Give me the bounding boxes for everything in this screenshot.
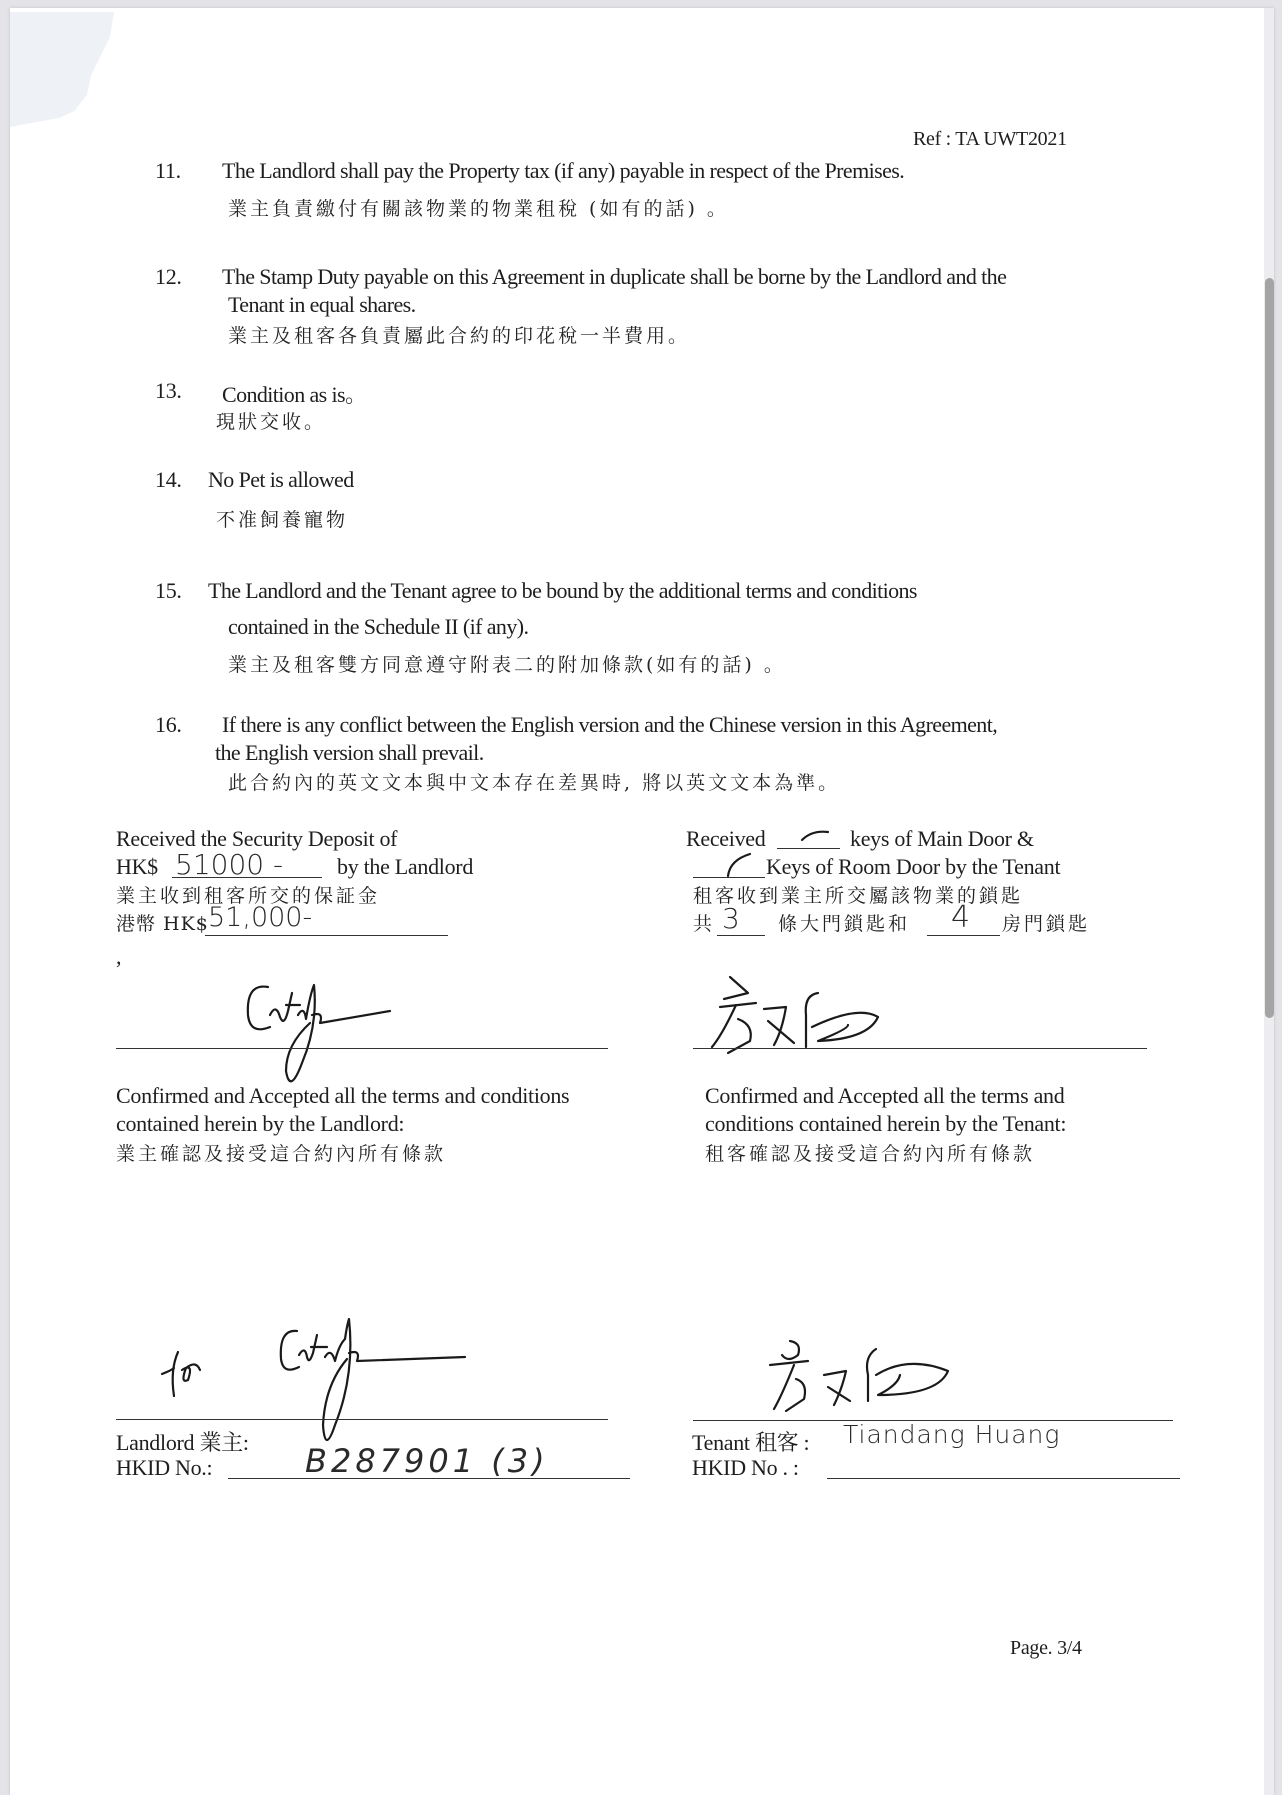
clause-text-zh: 業主負責繳付有關該物業的物業租稅 (如有的話) 。: [228, 198, 729, 220]
room-door-keys-handwritten: [722, 848, 762, 880]
clause-text: The Landlord and the Tenant agree to be bound by the additional terms and conditions: [208, 578, 917, 603]
landlord-signature-2-line: [116, 1419, 608, 1420]
deposit-zh-hk-prefix: 港幣 HK$: [116, 913, 209, 935]
landlord-confirm-zh: 業主確認及接受這合約內所有條款: [116, 1143, 447, 1165]
main-door-count-handwritten: 3: [722, 902, 740, 935]
room-door-count-underline: [927, 935, 1000, 936]
keys-zh-room-label: 房門鎖匙: [1002, 913, 1091, 935]
clause-number: 15.: [155, 578, 182, 603]
tenant-hkid-label: HKID No . :: [692, 1455, 799, 1480]
room-door-keys-suffix: Keys of Room Door by the Tenant: [766, 854, 1061, 879]
clause-text: Tenant in equal shares.: [228, 292, 416, 317]
tenant-confirm-zh: 租客確認及接受這合約內所有條款: [705, 1143, 1036, 1165]
room-door-count-handwritten: 4: [951, 900, 971, 935]
deposit-zh-line: 業主收到租客所交的保証金: [116, 885, 381, 907]
clause-text-zh: 業主及租客各負責屬此合約的印花稅一半費用。: [228, 325, 691, 347]
landlord-hkid-handwritten: B287901 (3): [305, 1442, 549, 1480]
deposit-zh-amount-underline: [205, 935, 448, 936]
clause-number: 11.: [155, 158, 181, 183]
main-door-count-underline: [717, 935, 765, 936]
clause-text: the English version shall prevail.: [215, 740, 484, 765]
clause-text-zh: 業主及租客雙方同意遵守附表二的附加條款(如有的話) 。: [228, 654, 786, 676]
clause-number: 16.: [155, 712, 182, 737]
tenant-confirm-line1: Confirmed and Accepted all the terms and: [705, 1083, 1065, 1108]
landlord-signature-line: [116, 1048, 608, 1049]
landlord-signature-2: [275, 1315, 475, 1455]
landlord-for-handwritten: [160, 1340, 220, 1400]
deposit-amount-underline: [172, 877, 322, 878]
clause-text: If there is any conflict between the English version and the Chinese version in this Agreement,: [222, 712, 998, 737]
keys-zh-line: 租客收到業主所交屬該物業的鎖匙: [693, 885, 1024, 907]
clause-text-zh: 不准飼養寵物: [216, 509, 349, 531]
main-door-keys-underline: [777, 848, 840, 849]
keys-received-prefix: Received: [686, 826, 766, 851]
clause-number: 13.: [155, 378, 182, 403]
deposit-zh-amount-handwritten: 51,000-: [208, 902, 313, 933]
clause-text-zh: 此合約內的英文文本與中文本存在差異時, 將以英文文本為準。: [228, 772, 841, 794]
main-door-keys-suffix: keys of Main Door &: [850, 826, 1034, 851]
deposit-hk-prefix: HK$: [116, 854, 158, 879]
clause-text: Condition as is。: [222, 382, 367, 407]
landlord-confirm-line2: contained herein by the Landlord:: [116, 1111, 405, 1136]
tenant-name-handwritten: Tiandang Huang: [843, 1420, 1061, 1449]
clause-number: 12.: [155, 264, 182, 289]
clause-number: 14.: [155, 467, 182, 492]
landlord-hkid-underline: [228, 1478, 630, 1479]
tenant-confirm-line2: conditions contained herein by the Tenant:: [705, 1111, 1067, 1136]
clause-text: The Landlord shall pay the Property tax (if any) payable in respect of the Premises.: [222, 158, 905, 183]
tenant-signature-2: [768, 1335, 968, 1425]
main-door-keys-handwritten: [798, 826, 838, 846]
tenant-signature-line: [693, 1048, 1147, 1049]
tenant-hkid-underline: [827, 1478, 1180, 1479]
landlord-signature: [240, 975, 420, 1095]
scrollbar-thumb[interactable]: [1265, 278, 1274, 1018]
deposit-amount-handwritten: 51000 -: [175, 848, 284, 881]
clause-text: contained in the Schedule II (if any).: [228, 614, 529, 639]
clause-text-zh: 現狀交收。: [216, 411, 327, 433]
clause-text: The Stamp Duty payable on this Agreement in duplicate shall be borne by the Landlord and the: [222, 264, 1007, 289]
landlord-label: Landlord 業主:: [116, 1430, 249, 1455]
tenant-signature: [708, 965, 908, 1065]
tenant-label: Tenant 租客 :: [692, 1430, 810, 1455]
page-number: Page. 3/4: [1010, 1637, 1082, 1659]
deposit-line1: Received the Security Deposit of: [116, 826, 398, 851]
stray-comma: ,: [116, 944, 122, 969]
deposit-line2-suffix: by the Landlord: [337, 854, 474, 879]
document-ref: Ref : TA UWT2021: [913, 128, 1067, 150]
clause-text: No Pet is allowed: [208, 467, 354, 492]
keys-zh-total-prefix: 共: [693, 913, 716, 935]
landlord-hkid-label: HKID No.:: [116, 1455, 213, 1480]
landlord-confirm-line1: Confirmed and Accepted all the terms and conditions: [116, 1083, 570, 1108]
keys-zh-main-label: 條大門鎖匙和: [778, 913, 911, 935]
